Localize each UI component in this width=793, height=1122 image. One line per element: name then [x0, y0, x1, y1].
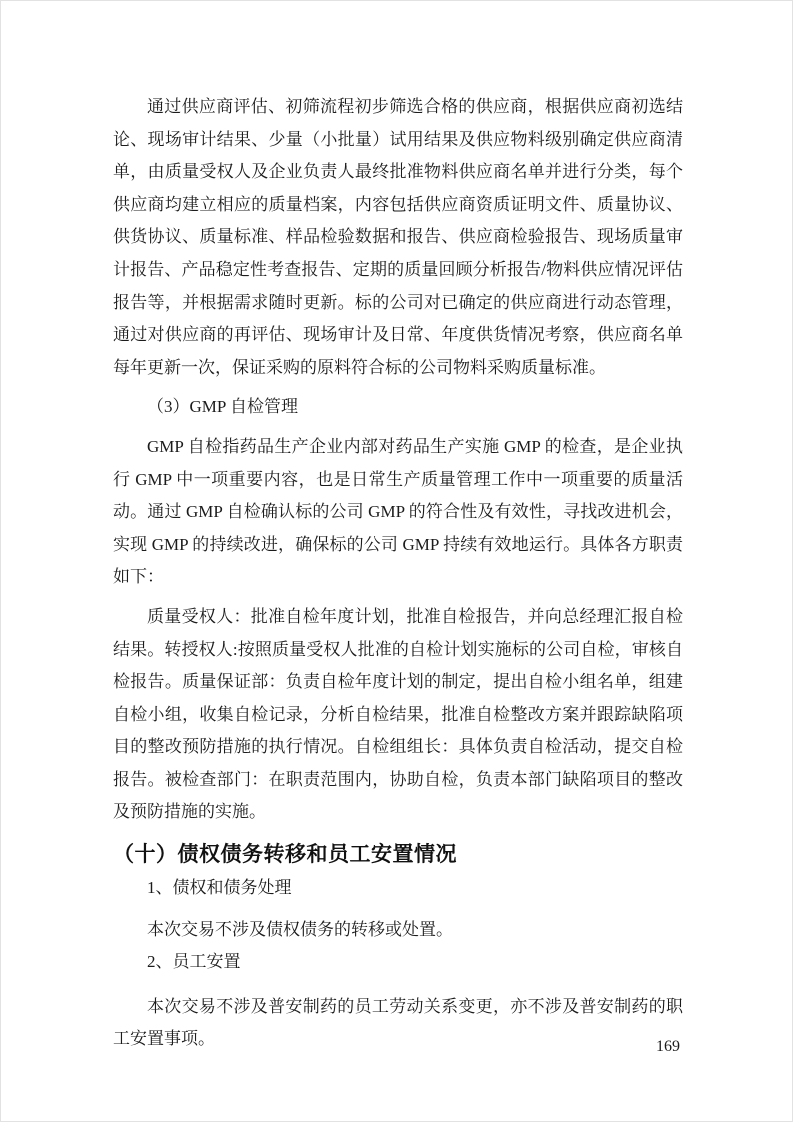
paragraph-employee-arrangement: 本次交易不涉及普安制药的员工劳动关系变更，亦不涉及普安制药的职工安置事项。 — [113, 996, 683, 1049]
heading-section-ten: （十）债权债务转移和员工安置情况 — [113, 843, 457, 867]
paragraph-self-inspection-duties: 质量受权人：批准自检年度计划，批准自检报告，并向总经理汇报自检结果。转授权人:按照质量受权人批准的自检计划实施标的公司自检，审核自检报告。质量保证部：负责自检年度计划的制定，提出自检小组名单，组建自检小组，收集自检记录，分析自检结果，批准自检整改方案并跟踪缺陷项目的整改预防措施的执行情况。自检组组长：具体负责自检活动，提交自检报告。被检查部门：在职责范围内，协助自检，负责本部门缺陷项目的整改及预防措施的实施。 — [113, 606, 683, 822]
subheading-gmp-self-inspection: （3）GMP 自检管理 — [147, 397, 298, 417]
paragraph-gmp-intro: GMP 自检指药品生产企业内部对药品生产实施 GMP 的检查，是企业执行 GMP 中一项重要内容，也是日常生产质量管理工作中一项重要的质量活动。通过 GMP 自检确认标的公司 GMP 的符合性及有效性，寻找改进机会，实现 GMP 的持续改进，确保标的公司 GMP 持续有效地运行。具体各方职责如下： — [113, 436, 683, 587]
list-item-1-title: 1、债权和债务处理 — [147, 878, 292, 898]
paragraph-supplier-management: 通过供应商评估、初筛流程初步筛选合格的供应商，根据供应商初选结论、现场审计结果、少量（小批量）试用结果及供应物料级别确定供应商清单，由质量受权人及企业负责人最终批准物料供应商名单并进行分类，每个供应商均建立相应的质量档案，内容包括供应商资质证明文件、质量协议、供货协议、质量标准、样品检验数据和报告、供应商检验报告、现场质量审计报告、产品稳定性考查报告、定期的质量回顾分析报告/物料供应情况评估报告等，并根据需求随时更新。标的公司对已确定的供应商进行动态管理，通过对供应商的再评估、现场审计及日常、年度供货情况考察，供应商名单每年更新一次，保证采购的原料符合标的公司物料采购质量标准。 — [113, 97, 683, 377]
page-content — [113, 91, 683, 1056]
paragraph-debt-handling: 本次交易不涉及债权债务的转移或处置。 — [147, 919, 453, 939]
page-number: 169 — [656, 1038, 680, 1055]
list-item-2-title: 2、员工安置 — [147, 952, 241, 972]
